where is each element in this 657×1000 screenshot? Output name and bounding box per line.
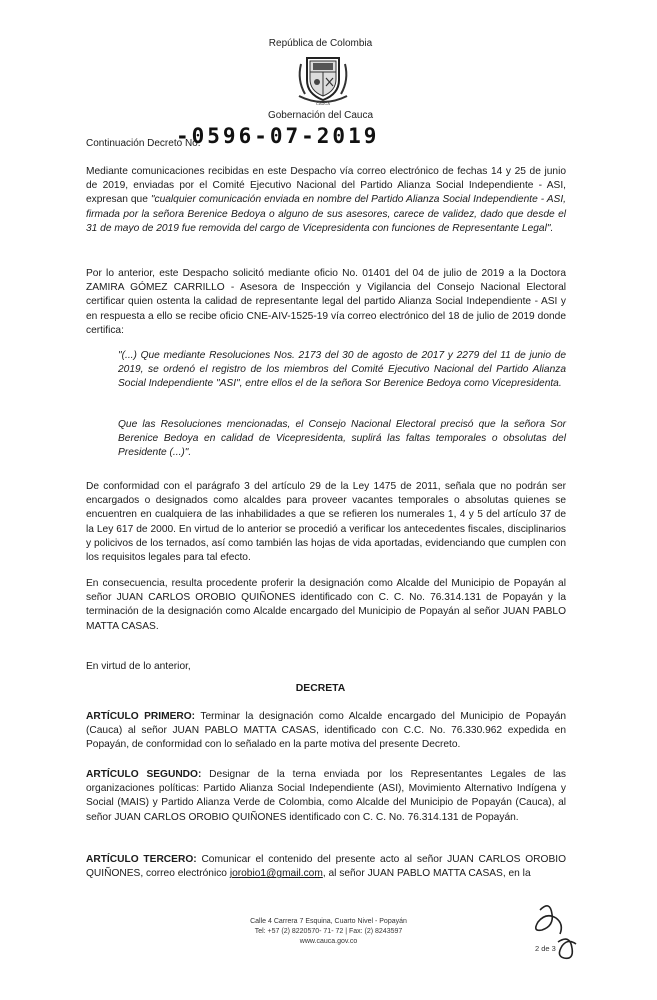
paragraph-1-text: Mediante comunicaciones recibidas en este Despacho vía correo electrónico de fechas 14 y 25 de junio de 2019, enviadas por el Comité Ejecutivo Nacional del Partido Alianza Social Independiente - ASI, expresan que: [86, 166, 566, 206]
coat-of-arms-emblem: [293, 50, 353, 110]
quote-2: Que las Resoluciones mencionadas, el Consejo Nacional Electoral precisó que la señora Sor Berenice Bedoya en calidad de Vicepresidenta, suplirá las faltas temporales o obsolutas del Presidente (...)".: [118, 419, 566, 459]
paragraph-3: De conformidad con el parágrafo 3 del artículo 29 de la Ley 1475 de 2011, señala que no podrán ser encargados o designados como alcaldes para proveer vacantes temporales o absolutas quienes se encuentren en cualquiera de las inhabilidades a que se refieren los numerales 1, 4 y 5 del artículo 37 de la Ley 617 de 2000. En virtud de lo anterior se procedió a verificar los antecedentes fiscales, disciplinarios y policivos de los ternados, así como también las hojas de vida aportadas, evidenciando que cumplen con los requisitos legales para tal efecto.: [86, 481, 566, 564]
emblem-caption: CAUCA: [315, 101, 331, 106]
decreta-heading: DECRETA: [295, 683, 346, 694]
article-3-text-end: , al señor JUAN PABLO MATTA CASAS, en la: [322, 868, 531, 880]
article-3: [86, 853, 566, 881]
paragraph-1: [86, 165, 566, 236]
article-1: [86, 710, 566, 753]
department-header: Gobernación del Cauca: [267, 110, 374, 121]
paragraph-2: Por lo anterior, este Despacho solicitó mediante oficio No. 01401 del 04 de julio de 2019 a la Doctora ZAMIRA GÓMEZ CARRILLO - Asesora de Inspección y Vigilancia del Consejo Nacional Electoral certificar quien ostenta la calidad de representante legal del partido Alianza Social Independiente - ASI y en respuesta a ello se recibe oficio CNE-AIV-1525-19 vía correo electrónico del 18 de julio de 2019 donde certifica:: [86, 268, 566, 336]
continuation-label: Continuación Decreto No.: [86, 138, 201, 149]
article-1-text: Terminar la designación como Alcalde encargado del Municipio de Popayán (Cauca) al señor JUAN PABLO MATTA CASAS, identificado con C.C. No. 76.330.962 expedida en Popayán, de conformidad con lo señalado en la parte motiva del presente Decreto.: [86, 711, 566, 751]
footer-address: Calle 4 Carrera 7 Esquina, Cuarto Nivel - Popayán: [250, 918, 407, 925]
footer-web: www.cauca.gov.co: [299, 938, 358, 945]
decree-number: -0596-07-2019: [176, 124, 380, 148]
email-link[interactable]: jorobio1@gmail.com: [229, 868, 323, 880]
article-3-label: ARTÍCULO TERCERO:: [86, 854, 197, 865]
quote-1: "(...) Que mediante Resoluciones Nos. 2173 del 30 de agosto de 2017 y 2279 del 11 de junio de 2019, se ordenó el registro de los miembros del Comité Ejecutivo Nacional del Partido Alianza Social Independiente "ASI", entre ellos el de la señora Sor Berenice Bedoya como Vicepresidenta.: [118, 350, 566, 390]
paragraph-4: En consecuencia, resulta procedente proferir la designación como Alcalde del Municipio de Popayán al señor JUAN CARLOS OROBIO QUIÑONES identificado con C. C. No. 76.314.131 de Popayán y la terminación de la designación como Alcalde encargado del Municipio de Popayán al señor JUAN PABLO MATTA CASAS.: [86, 578, 566, 632]
article-2-label: ARTÍCULO SEGUNDO:: [86, 769, 202, 780]
article-2-text: Designar de la terna enviada por los Representantes Legales de las organizaciones políticas: Partido Alianza Social Independiente (ASI), Movimiento Alternativo Indígena y Social (MAIS) y Partido Alianza Verde de Colombia, como Alcalde del Municipio de Popayán (Cauca), al señor JUAN CARLOS OROBIO QUIÑONES identificado con C. C. No. 76.314.131 de Popayán.: [86, 769, 566, 823]
paragraph-5: En virtud de lo anterior,: [86, 661, 191, 672]
paragraph-1-quote: "cualquier comunicación enviada en nombre del Partido Alianza Social Independiente - ASI, firmada por la señora Berenice Bedoya o alguno de sus asesores, carece de validez, dado que desde el 31 de mayo de 2019 fue removida del cargo de Vicepresidenta con funciones de Representante Legal".: [86, 194, 566, 234]
footer-phones: Tel: +57 (2) 8220570- 71- 72 | Fax: (2) 8243597: [254, 928, 403, 935]
article-3-text: Comunicar el contenido del presente acto al señor JUAN CARLOS OROBIO QUIÑONES, correo electrónico: [86, 854, 566, 880]
country-header: República de Colombia: [268, 38, 373, 49]
page-number: 2 de 3: [535, 944, 556, 953]
handwritten-signature: [520, 900, 580, 970]
article-2: [86, 768, 566, 825]
article-1-label: ARTÍCULO PRIMERO:: [86, 711, 196, 722]
